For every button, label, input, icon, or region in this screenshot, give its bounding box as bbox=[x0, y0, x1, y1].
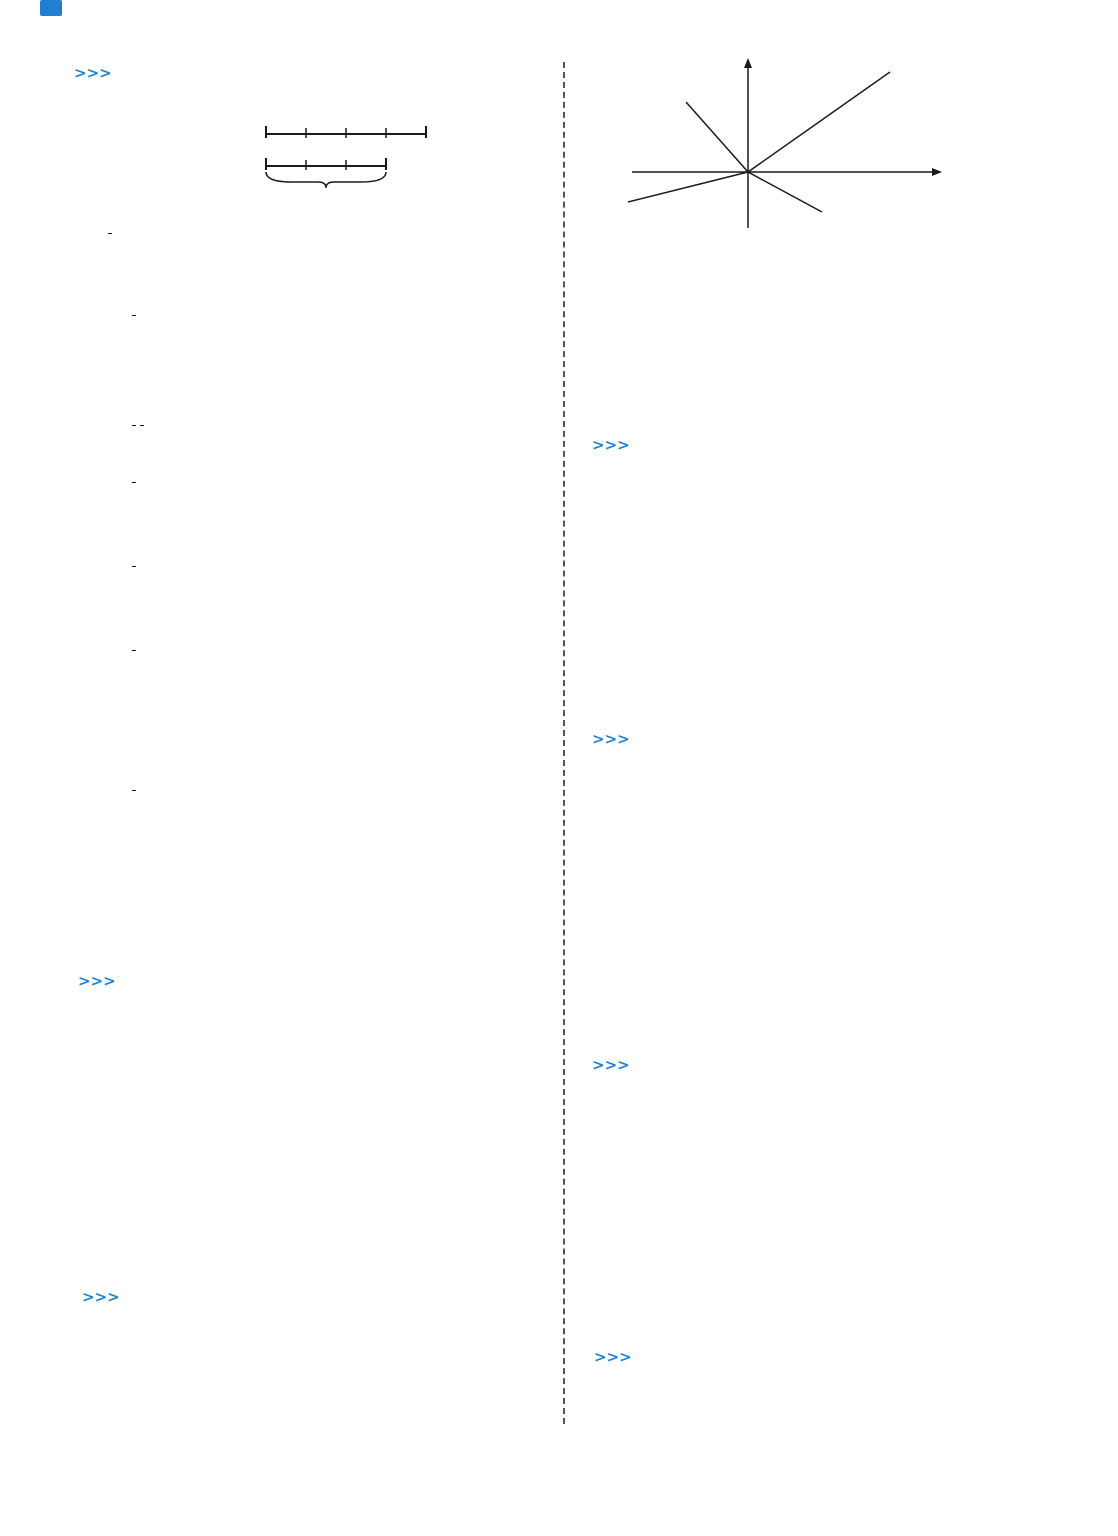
double-chevron-icon: >>> bbox=[592, 1056, 630, 1074]
line-segment-diagram bbox=[262, 122, 432, 212]
equation-line bbox=[130, 412, 146, 436]
column-divider bbox=[563, 62, 565, 1424]
section-heading bbox=[76, 1286, 120, 1307]
answer-line bbox=[106, 220, 114, 244]
double-chevron-icon: >>> bbox=[82, 1288, 120, 1306]
double-chevron-icon: >>> bbox=[592, 730, 630, 748]
section-heading bbox=[586, 434, 630, 455]
double-chevron-icon: >>> bbox=[592, 436, 630, 454]
section-heading bbox=[586, 1054, 630, 1075]
page-header bbox=[0, 0, 1118, 30]
answer-line bbox=[130, 469, 138, 493]
equation-line bbox=[130, 553, 138, 577]
page-footer bbox=[0, 1450, 1118, 1480]
direction-map-diagram bbox=[612, 52, 952, 242]
section-heading bbox=[586, 728, 630, 749]
section-heading bbox=[72, 970, 116, 991]
section-heading bbox=[68, 62, 112, 83]
equation-line bbox=[130, 302, 138, 326]
equation-line bbox=[130, 637, 138, 661]
double-chevron-icon: >>> bbox=[74, 64, 112, 82]
double-chevron-icon: >>> bbox=[594, 1348, 632, 1366]
double-chevron-icon: >>> bbox=[78, 972, 116, 990]
section-heading bbox=[588, 1346, 632, 1367]
equation-line bbox=[130, 777, 138, 801]
book-logo-icon bbox=[40, 0, 62, 16]
